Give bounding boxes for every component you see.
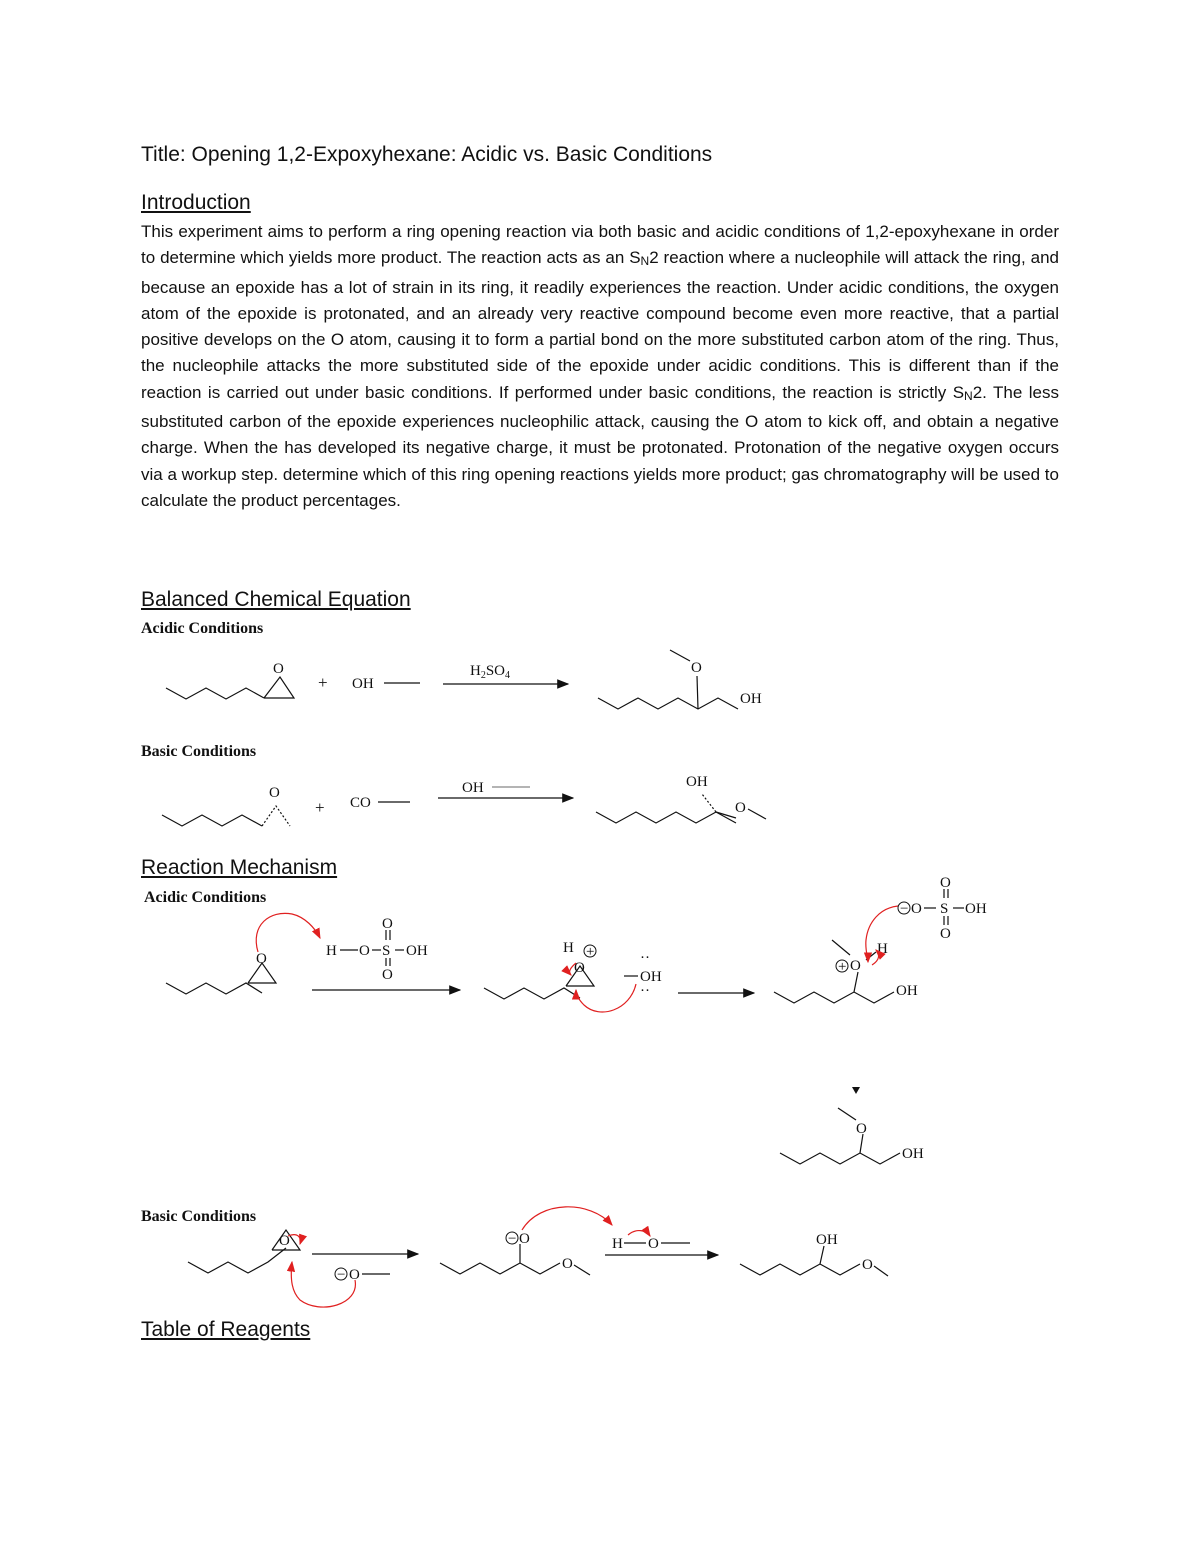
intermediate-h: H [563,940,574,956]
methoxy-bond-basic [748,809,766,819]
equation-basic [162,774,766,826]
methoxide-charge: − [337,1267,346,1283]
heading-mechanism: Reaction Mechanism [141,856,338,879]
product-chain-basic [596,812,736,823]
curved-arrow-methoxide-attack [291,1262,355,1307]
alkoxide-methyl-bond [574,1265,590,1275]
final-acidic-hydroxyl: OH [902,1146,924,1162]
sulfuric-o: O [359,943,370,959]
solvent-label: OH [462,780,484,796]
bisulfate-charge: − [900,901,909,917]
final-methyl-bond [838,1108,856,1120]
curved-arrow-protonation [256,913,320,952]
hash-bond [702,794,716,812]
intro-sub-2: N [964,388,973,403]
basic-mech-oxygen: O [279,1233,290,1249]
methoxide-reagent: CO [350,795,371,811]
product-oxygen: O [691,660,702,676]
methanol-h-basic: H [612,1236,623,1252]
alkoxide-chain [440,1263,560,1274]
oxonium-charge: + [838,959,847,975]
oxonium-h: H [877,941,888,957]
bisulfate-s: S [940,901,949,917]
product-hydroxyl: OH [740,691,762,707]
bisulfate-o: O [911,901,922,917]
basic-mech-chain [188,1248,286,1273]
final-basic-hydroxyl: OH [816,1232,838,1248]
document-title: Title: Opening 1,2-Expoxyhexane: Acidic vs. Basic Conditions [141,143,713,166]
equation-acidic [166,650,762,709]
alkoxide-charge: − [508,1231,517,1247]
plus-sign: + [318,673,328,692]
epoxide-ring [264,677,294,698]
final-basic-oxygen: O [862,1257,873,1273]
curved-arrow-oh-break [628,1231,650,1236]
epoxide-oxygen: O [273,661,284,677]
equation-basic-label: Basic Conditions [141,743,257,760]
methanol-o-basic: O [648,1236,659,1252]
heading-balanced-equation: Balanced Chemical Equation [141,588,411,611]
curved-arrow-attack [576,984,636,1012]
methanol-lone-pair-2: ·· [640,983,650,999]
plus-sign-basic: + [315,798,325,817]
methanol-reagent: OH [352,676,374,692]
mech-reactant-chain [166,983,262,994]
intermediate-oxygen: O [574,960,585,976]
epoxide-ring-basic [262,806,290,826]
sulfuric-o-top: O [382,916,393,932]
final-basic-chain [740,1264,860,1275]
alkoxide-methoxy-o: O [562,1256,573,1272]
intro-text-3: 2. The less substituted carbon of the epoxide experiences nucleophilic attack, causing the O atom to kick off, and obtain a negative charge. When the has developed its negative charge, it must be protonated. Protonation of the negative oxygen occurs via a workup step. determine which of this ring opening reactions yields more product; gas chromatography will be used to calculate the product percentages. [141,382,1059,510]
oxonium-chain [774,992,894,1003]
mechanism-basic-label: Basic Conditions [141,1208,257,1225]
final-acidic-chain [780,1153,900,1164]
bisulfate-o-bottom: O [940,926,951,942]
bisulfate-o-top: O [940,875,951,891]
heading-table-of-reagents: Table of Reagents [141,1318,311,1341]
final-basic-methyl-bond [874,1266,888,1276]
catalyst-label: $H_2SO_4$ [470,663,511,681]
oxonium-c-o-bond [854,972,858,992]
mechanism-acidic-label: Acidic Conditions [144,889,267,906]
mechanism-basic [188,1207,888,1307]
bisulfate-oh: OH [965,901,987,917]
mechanism-acidic [166,875,987,1164]
sulfuric-h: H [326,943,337,959]
final-basic-c-o-bond [820,1246,824,1264]
intro-text-1: This experiment aims to perform a ring opening reaction via both basic and acidic conditions of 1,2-epoxyhexane in order to determine which yields more product. The reaction acts as an S [141,222,1059,268]
sulfuric-o-bottom: O [382,967,393,983]
product-hydroxyl-basic: OH [686,774,708,790]
wedge-bond [697,676,698,709]
equation-acidic-label: Acidic Conditions [141,620,264,637]
intro-text-2: 2 reaction where a nucleophile will attack the ring, and because an epoxide has a lot of strain in its ring, it readily experiences the reaction. Under acidic conditions, the oxygen atom of the epoxide is protonated, and an already very reactive compound become even more reactive, that a partial positive develops on the O atom, causing it to form a partial bond on the more substituted carbon atom of the ring. Thus, the nucleophile attacks the more substituted side of the epoxide under acidic conditions. This is different than if the reaction is carried out under basic conditions. If performed under basic conditions, the reaction is strictly S [141,248,1059,402]
methoxy-bond [670,650,690,661]
mech-intermediate-chain [484,988,580,999]
heading-introduction: Introduction [141,191,251,214]
curved-arrow-proton-transfer [522,1207,612,1230]
epoxyhexane-chain-basic [162,815,262,826]
intro-sub-1: N [640,254,650,269]
product-chain [598,698,738,709]
mech-epoxide-oxygen: O [256,951,267,967]
down-arrow [852,1087,860,1094]
plus-charge: + [586,944,595,960]
oxonium-methyl-bond [832,940,850,955]
sulfuric-oh: OH [406,943,428,959]
sulfuric-s: S [382,943,391,959]
final-acidic-oxygen: O [856,1121,867,1137]
methoxide-o: O [349,1267,360,1283]
epoxide-oxygen-basic: O [269,785,280,801]
methanol-oh: OH [640,969,662,985]
oxonium-oxygen: O [850,958,861,974]
alkoxide-oxygen: O [519,1231,530,1247]
epoxyhexane-chain [166,688,264,699]
methanol-lone-pair: ·· [640,950,650,966]
product-oxygen-basic: O [735,800,746,816]
oxonium-hydroxyl: OH [896,983,918,999]
